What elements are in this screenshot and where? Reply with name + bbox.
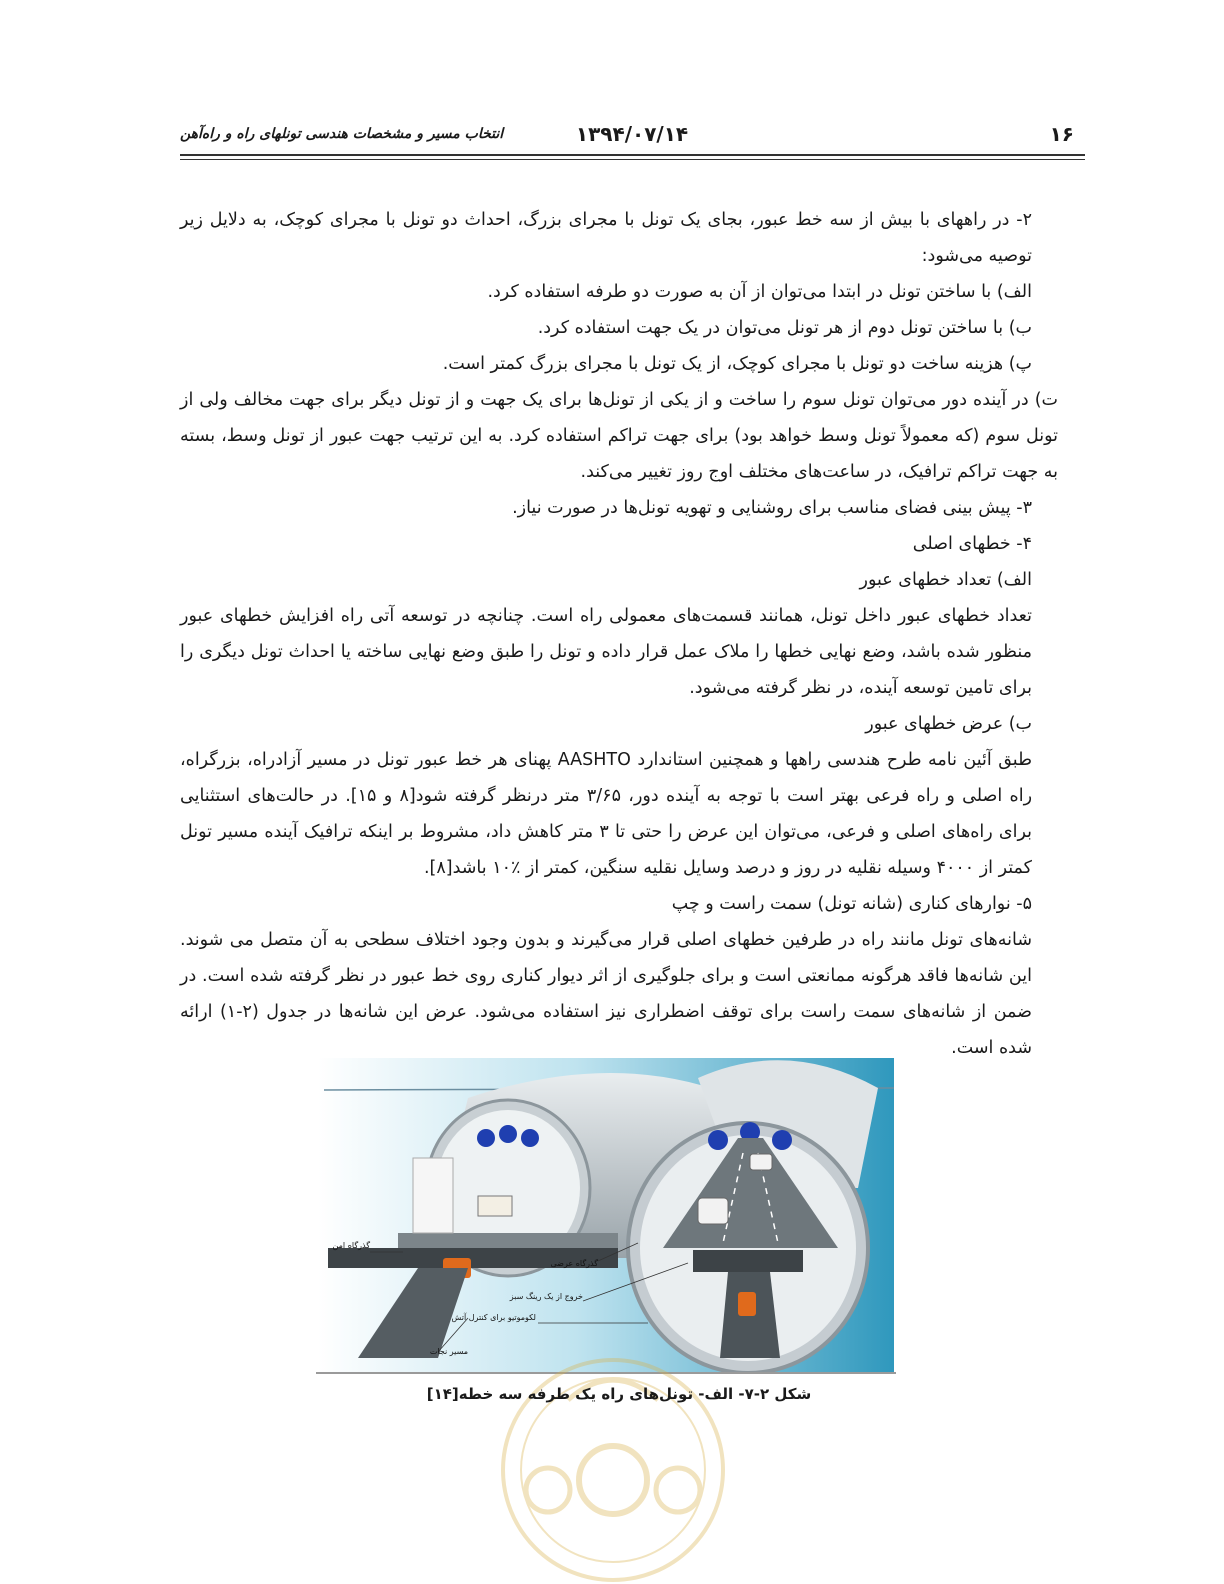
page-number: ۱۶ bbox=[1049, 122, 1074, 146]
label-safe-passage: گذرگاه امن bbox=[332, 1241, 370, 1250]
header-rule bbox=[180, 154, 1085, 156]
left-wall-panel bbox=[413, 1158, 453, 1233]
fan-icon bbox=[708, 1130, 728, 1150]
ambulance bbox=[478, 1196, 512, 1216]
fan-icon bbox=[499, 1125, 517, 1143]
watermark-seal bbox=[488, 1340, 738, 1584]
left-road-deck bbox=[398, 1233, 618, 1248]
label-cross-passage: گذرگاه عرضی bbox=[550, 1259, 598, 1268]
paragraph: الف) با ساختن تونل در ابتدا می‌توان از آن به صورت دو طرفه استفاده کرد. bbox=[487, 282, 1032, 302]
paragraph: ت) در آینده دور می‌توان تونل سوم را ساخت و از یکی از تونل‌ها برای یک جهت و از تونل دیگر برای جهت مخالف ولی از تونل سوم (که معمولاً تونل وسط خواهد بود) برای جهت تراکم استفاده کرد. به این ترتیب جهت عبور از تونل وسط، بسته به جهت تراکم ترافیک، در ساعت‌های مختلف اوج روز تغییر می‌کند. bbox=[180, 390, 1058, 482]
right-lower-gallery bbox=[693, 1250, 803, 1272]
fan-icon bbox=[477, 1129, 495, 1147]
paragraph: تعداد خطهای عبور داخل تونل، همانند قسمت‌های معمولی راه است. چنانچه در توسعه آتی راه افزایش خطهای عبور منظور شده باشد، وضع نهایی خطها را ملاک عمل قرار داده و تونل را طبق وضع نهایی ساخته یا احداث تونل دیگری را برای تامین توسعه آینده، در نظر گرفته می‌شود. bbox=[180, 606, 1032, 698]
label-rescue-path: مسیر نجات bbox=[429, 1347, 468, 1356]
header-date: ۱۳۹۴/۰۷/۱۴ bbox=[575, 122, 689, 146]
label-green-ring-exit: خروج از یک رینگ سبز bbox=[509, 1292, 583, 1301]
paragraph: پ) هزینه ساخت دو تونل با مجرای کوچک، از یک تونل با مجرای بزرگ کمتر است. bbox=[442, 354, 1032, 374]
label-fire-loco: لکوموتیو برای کنترل آتش bbox=[451, 1313, 536, 1322]
tunnel-figure bbox=[318, 1058, 894, 1372]
car bbox=[750, 1154, 772, 1170]
orange-vehicle bbox=[738, 1292, 756, 1316]
paragraph: ۴- خطهای اصلی bbox=[912, 534, 1032, 554]
paragraph: طبق آئین نامه طرح هندسی راهها و همچنین استاندارد AASHTO پهنای هر خط عبور تونل در مسیر آزادراه، بزرگراه، راه اصلی و راه فرعی بهتر است با توجه به آینده دور، ۳/۶۵ متر درنظر گرفته شود[۸ و ۱۵]. در حالت‌های استثنایی برای راه‌های اصلی و فرعی، می‌توان این عرض را حتی تا ۳ متر کاهش داد، مشروط بر اینکه ترافیک آینده مسیر تونل کمتر از ۴۰۰۰ وسیله نقلیه در روز و درصد وسایل نقلیه سنگین، کمتر از ٪۱۰ باشد[۸]. bbox=[180, 750, 1033, 878]
car bbox=[698, 1198, 728, 1224]
figure-caption: شکل ۲-۷- الف- تونل‌های راه یک طرفه سه خطه[۱۴] bbox=[426, 1385, 812, 1403]
fan-icon bbox=[521, 1129, 539, 1147]
paragraph: شانه‌های تونل مانند راه در طرفین خطهای اصلی قرار می‌گیرند و بدون وجود اختلاف سطحی به آن متصل می شوند. این شانه‌ها فاقد هرگونه ممانعتی است و برای جلوگیری از اثر دیوار کناری روی خط عبور در نظر گرفته شده است. در ضمن از شانه‌های سمت راست برای توقف اضطراری نیز استفاده می‌شود. عرض این شانه‌ها در جدول (۲-۱) ارائه شده است. bbox=[180, 930, 1032, 1058]
paragraph: الف) تعداد خطهای عبور bbox=[859, 570, 1032, 590]
header-rule-thin bbox=[180, 159, 1085, 160]
page-header bbox=[180, 118, 1084, 152]
paragraph: ب) عرض خطهای عبور bbox=[865, 714, 1032, 734]
paragraph: ۲- در راههای با بیش از سه خط عبور، بجای یک تونل با مجرای بزرگ، احداث دو تونل با مجرای کوچک، به دلایل زیر توصیه می‌شود: bbox=[180, 210, 1032, 266]
paragraph: ب) با ساختن تونل دوم از هر تونل می‌توان در یک جهت استفاده کرد. bbox=[537, 318, 1032, 338]
body-text bbox=[180, 202, 1058, 1066]
paragraph: ۵- نوارهای کناری (شانه تونل) سمت راست و چپ bbox=[671, 894, 1032, 914]
paragraph: ۳- پیش بینی فضای مناسب برای روشنایی و تهویه تونل‌ها در صورت نیاز. bbox=[512, 498, 1032, 518]
header-title: انتخاب مسیر و مشخصات هندسی تونلهای راه و راه‌آهن bbox=[180, 126, 504, 142]
fan-icon bbox=[772, 1130, 792, 1150]
